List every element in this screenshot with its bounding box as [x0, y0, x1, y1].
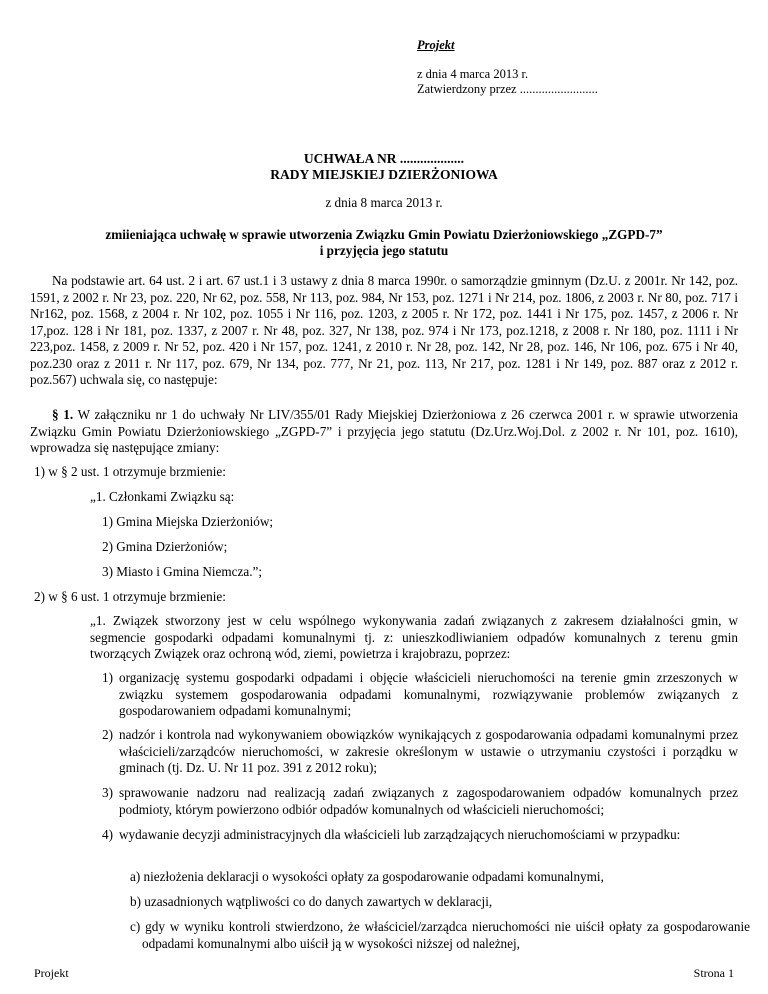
task-4-number: 4): [102, 827, 113, 842]
task-1: [102, 670, 738, 720]
task-2-text: nadzór i kontrola nad wykonywaniem obowiązków wynikających z gospodarowania odpadami komunalnymi przez właścicieli/zarządców nieruchomości, w zakresie określonym w ustawie o utrzymaniu czystości i porządku w gminach (tj. Dz. U. Nr 11 poz. 391 z 2012 roku);: [119, 727, 738, 775]
item-1-quote: „1. Członkami Związku są:: [90, 489, 235, 504]
member-2: 2) Gmina Dzierżoniów;: [102, 539, 228, 554]
subitem-c: c) gdy w wyniku kontroli stwierdzono, że właściciel/zarządca nieruchomości nie uiścił opłaty za gospodarowanie odpadami komunalnymi albo uiścił ją w wysokości niższej od należnej,: [130, 919, 750, 951]
item-2-quote: „1. Związek stworzony jest w celu wspólnego wykonywania zadań związanych z zakresem działalności gmin, w segmencie gospodarki odpadami komunalnymi tj. z: unieszkodliwianiem odpadów komunalnych z terenu gmin tworzących Związek oraz ochroną wód, ziemi, powietrza i krajobrazu, poprzez:: [90, 613, 738, 661]
amendment-item-1: 1) w § 2 ust. 1 otrzymuje brzmienie:: [34, 464, 226, 479]
preamble: Na podstawie art. 64 ust. 2 i art. 67 ust.1 i 3 ustawy z dnia 8 marca 1990r. o samorządzie gminnym (Dz.U. z 2001r. Nr 142, poz. 1591, z 2002 r. Nr 23, poz. 220, Nr 62, poz. 558, Nr 113, poz. 984, Nr 153, poz. 1271 i Nr 214, poz. 1806, z 2003 r. Nr 80, poz. 717 i Nr162, poz. 1568, z 2004 r. Nr 102, poz. 1055 i Nr 116, poz. 1203, z 2005 r. Nr 172, poz. 1441 i Nr 175, poz. 1457, z 2006 r. Nr 17,poz. 128 i Nr 181, poz. 1337, z 2007 r. Nr 48, poz. 327, Nr 138, poz. 974 i Nr 173, poz.1218, z 2008 r. Nr 180, poz. 1111 i Nr 223,poz. 1458, z 2009 r. Nr 52, poz. 420 i Nr 157, poz. 1241, z 2010 r. Nr 28, poz. 142, Nr 28, poz. 146, Nr 106, poz. 675 i Nr 40, poz.230 oraz z 2011 r. Nr 117, poz. 679, Nr 134, poz. 777, Nr 21, poz. 113, Nr 217, poz. 1281 i Nr 149, poz. 887 oraz z 2012 r. poz.567) uchwala się, co następuje:: [30, 273, 738, 387]
member-1: 1) Gmina Miejska Dzierżoniów;: [102, 514, 274, 529]
paragraph-1-label: § 1.: [52, 407, 74, 422]
footer-left: Projekt: [34, 966, 69, 980]
resolution-date: z dnia 8 marca 2013 r.: [325, 195, 443, 210]
resolution-number: UCHWAŁA NR ...................: [303, 151, 465, 166]
subitem-b: b) uzasadnionych wątpliwości co do danych zawartych w deklaracji,: [130, 894, 493, 909]
draft-date: z dnia 4 marca 2013 r.: [417, 67, 529, 81]
paragraph-1-text: W załączniku nr 1 do uchwały Nr LIV/355/01 Rady Miejskiej Dzierżoniowa z 26 czerwca 2001 r. w sprawie utworzenia Związku Gmin Powiatu Dzierżoniowskiego „ZGPD-7” i przyjęcia jego statutu (Dz.Urz.Woj.Dol. z 2002 r. Nr 101, poz. 1610), wprowadza się następujące zmiany:: [30, 407, 739, 455]
task-3-text: sprawowanie nadzoru nad realizacją zadań związanych z zagospodarowaniem odpadów komunalnych przez podmioty, którym powierzono odbiór odpadów komunalnych od właścicieli nieruchomości;: [119, 785, 738, 817]
task-4: [102, 827, 738, 844]
approved-by-line: Zatwierdzony przez .........................: [417, 82, 598, 96]
project-label: Projekt: [417, 38, 455, 52]
task-2: [102, 727, 738, 777]
subitem-a: a) niezłożenia deklaracji o wysokości opłaty za gospodarowanie odpadami komunalnymi,: [130, 869, 604, 884]
task-2-number: 2): [102, 727, 113, 742]
amendment-item-2: 2) w § 6 ust. 1 otrzymuje brzmienie:: [34, 589, 226, 604]
task-1-text: organizację systemu gospodarki odpadami i objęcie właścicieli nieruchomości na terenie gmin zrzeszonych w związku systemem gospodarowania odpadami komunalnymi, rozwiązywanie problemów związanych z gospodarowaniem odpadami komunalnymi;: [119, 670, 738, 718]
resolution-subject: [0, 227, 768, 259]
page-number: Strona 1: [693, 966, 734, 980]
task-4-text: wydawanie decyzji administracyjnych dla właścicieli lub zarządzających nieruchomościami w przypadku:: [119, 827, 681, 842]
task-3: [102, 785, 738, 818]
task-1-number: 1): [102, 670, 113, 685]
resolution-title: [0, 151, 768, 183]
council-name: RADY MIEJSKIEJ DZIERŻONIOWA: [270, 167, 498, 182]
document-header: [417, 38, 598, 97]
paragraph-1: [30, 407, 738, 457]
subject-line-2: i przyjęcia jego statutu: [319, 243, 449, 258]
task-3-number: 3): [102, 785, 113, 800]
member-3: 3) Miasto i Gmina Niemcza.”;: [102, 564, 263, 579]
subject-line-1: zmiieniająca uchwałę w sprawie utworzenia Związku Gmin Powiatu Dzierżoniowskiego „ZGPD-7”: [105, 227, 663, 242]
